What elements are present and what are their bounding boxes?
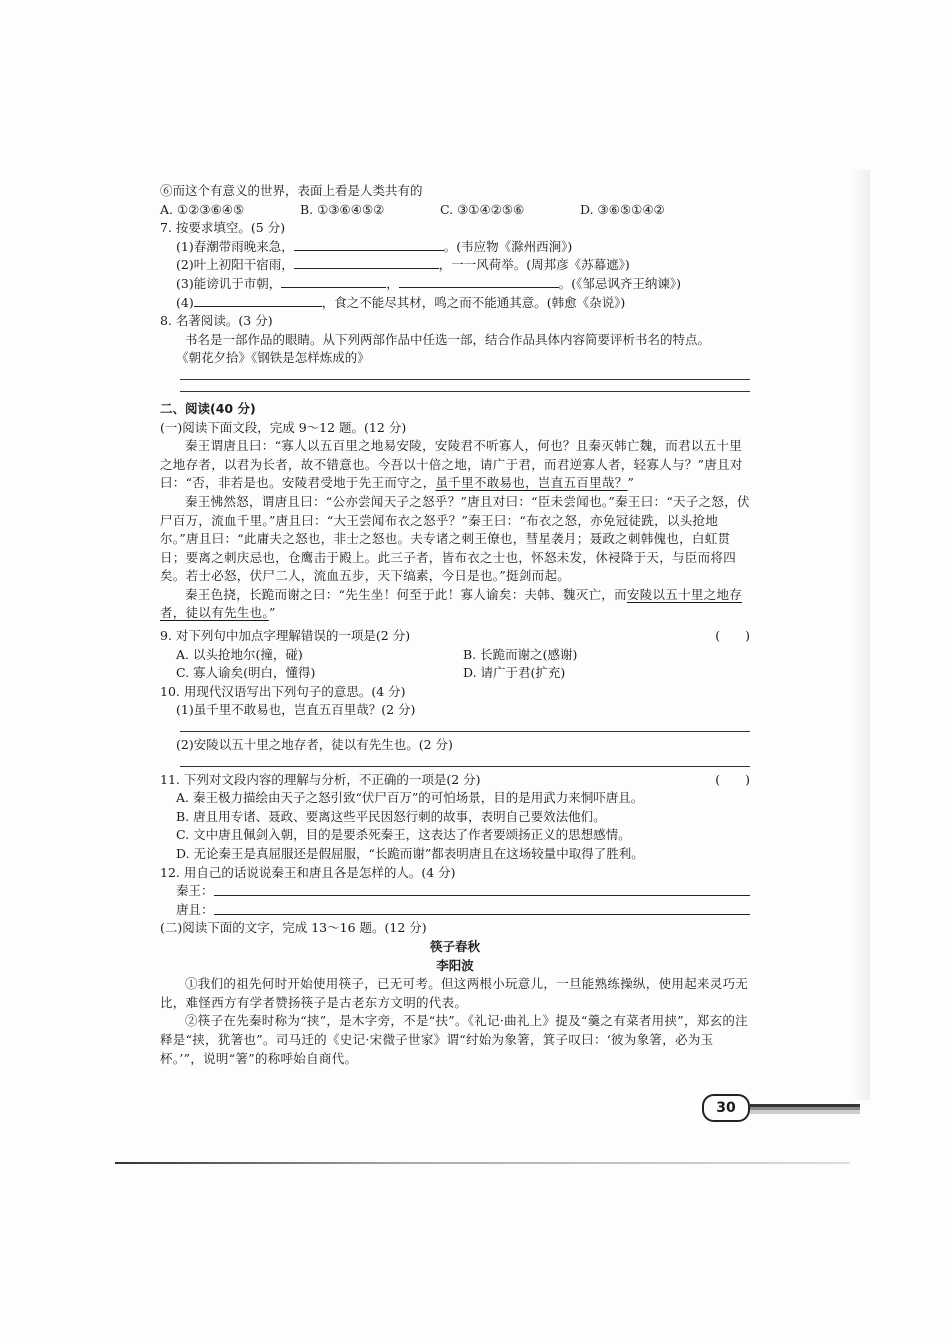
passage-paragraph-1	[160, 437, 750, 493]
q10-sentence-2: (2)安陵以五十里之地存者，徒以有先生也。(2 分)	[176, 737, 453, 753]
page-bottom-edge	[115, 1162, 850, 1164]
q10-answer-line-1[interactable]	[180, 720, 750, 732]
q7-1-prompt: (1)春潮带雨晚来急，	[176, 238, 294, 254]
q8-answer-line-2[interactable]	[180, 380, 750, 392]
q7-2-blank[interactable]	[294, 256, 439, 269]
q9-title-text: 9. 对下列句中加点字理解错误的一项是(2 分)	[160, 628, 411, 644]
q6-option-d: D. ③⑥⑤①④②	[580, 201, 665, 217]
passage-paragraph-2: 秦王怫然怒，谓唐且曰：“公亦尝闻天子之怒乎？”唐且对曰：“臣未尝闻也。”秦王曰：“天子之怒，伏尸百万，流血千里。”唐且曰：“大王尝闻布衣之怒乎？”秦王曰：“布衣之怒，亦免冠徒跣，以头抢地尔。”唐且曰：“此庸夫之怒也，非士之怒也。夫专诸之刺王僚也，彗星袭月；聂政之刺韩傀也，白虹贯日；要离之刺庆忌也，仓鹰击于殿上。此三子者，皆布衣之士也，怀怒未发，休祲降于天，与臣而将四矣。若士必怒，伏尸二人，流血五步，天下缟素，今日是也。”挺剑而起。	[160, 493, 750, 584]
q12-qin-label: 秦王：	[176, 883, 214, 899]
q7-3-prompt: (3)能谤讥于市朝，	[176, 275, 282, 291]
q7-4-prompt: (4)	[176, 294, 194, 310]
q12-tang-label: 唐且：	[176, 901, 214, 917]
part-1-instruction: (一)阅读下面文段，完成 9～12 题。(12 分)	[160, 419, 407, 435]
q11-option-c: C. 文中唐且佩剑入朝，目的是要杀死秦王，这表达了作者要颂扬正义的思想感情。	[176, 827, 631, 843]
page-number-bar	[750, 1104, 860, 1114]
q6-option-a: A. ①②③⑥④⑤	[160, 201, 245, 217]
worksheet-content	[160, 182, 750, 1068]
q9-option-d: D. 请广于君(扩充)	[463, 665, 566, 681]
section-2-title: 二、阅读(40 分)	[160, 400, 256, 416]
q7-3-comma: ，	[386, 275, 399, 291]
q9-answer-paren[interactable]: ( )	[715, 628, 750, 644]
q7-3-source: 。(《邹忌讽齐王纳谏》)	[558, 275, 681, 291]
q7-4-source: ，食之不能尽其材，鸣之而不能通其意。(韩愈《杂说》)	[321, 294, 626, 310]
passage-p1-underlined: 虽千里不敢易也，岂直五百里哉？	[435, 475, 628, 491]
q6-option-b: B. ①③⑥④⑤②	[300, 201, 385, 217]
q11-option-b: B. 唐且用专诸、聂政、要离这些平民因怒行刺的故事，表明自己要效法他们。	[176, 808, 606, 824]
sentence-6: ⑥而这个有意义的世界，表面上看是人类共有的	[160, 183, 423, 198]
q8-books: 《朝花夕拾》《钢铁是怎样炼成的》	[176, 350, 370, 366]
q10-title: 10. 用现代汉语写出下列句子的意思。(4 分)	[160, 683, 406, 699]
passage-p1-end: ”	[627, 475, 635, 491]
q7-1-source: 。(韦应物《滁州西涧》)	[443, 238, 573, 254]
passage-p3-underlined: 安陵以五十里之地存者，徒以有先生也。	[160, 586, 743, 621]
q8-answer-line-1[interactable]	[180, 368, 750, 380]
q12-qin-blank[interactable]	[214, 882, 750, 896]
q7-4-blank[interactable]	[194, 294, 322, 307]
article-paragraph-2: ②筷子在先秦时称为“挟”，是木字旁，不是“扶”。《礼记·曲礼上》提及“羹之有菜者用挟”，郑玄的注释是“挟，犹箸也”。司马迁的《史记·宋微子世家》谓“纣始为象箸，箕子叹曰：‘彼为象箸，必为玉杯。’”，说明“箸”的称呼始自商代。	[160, 1013, 748, 1066]
q7-2-prompt: (2)叶上初阳干宿雨，	[176, 257, 294, 273]
part-2-instruction: (二)阅读下面的文字，完成 13～16 题。(12 分)	[160, 920, 427, 936]
page-number: 30	[702, 1094, 750, 1122]
article-author: 李阳波	[436, 957, 474, 973]
q8-title: 8. 名著阅读。(3 分)	[160, 313, 273, 329]
q7-2-source: ，一一风荷举。(周邦彦《苏幕遮》)	[438, 257, 630, 273]
article-title: 筷子春秋	[429, 938, 480, 954]
q6-options	[160, 201, 750, 220]
q7-title: 7. 按要求填空。(5 分)	[160, 220, 286, 236]
passage-p3-text: 秦王色挠，长跪而谢之曰：“先生坐！何至于此！寡人谕矣：夫韩、魏灭亡，而	[185, 586, 627, 602]
q12-tang-blank[interactable]	[214, 901, 750, 915]
q7-line-2	[160, 256, 750, 275]
q7-3-blank-2[interactable]	[399, 275, 559, 288]
q7-line-3	[160, 275, 750, 294]
q7-line-4	[160, 294, 750, 313]
passage-p3-end: ”	[268, 605, 276, 621]
scan-shadow	[850, 170, 870, 1100]
q9-option-c: C. 寡人谕矣(明白，懂得)	[176, 665, 316, 681]
q9-options-row-1	[160, 646, 750, 665]
q11-option-d: D. 无论秦王是真屈服还是假屈服，“长跪而谢”都表明唐且在这场较量中取得了胜利。	[176, 846, 644, 861]
q9-title	[160, 627, 750, 646]
passage-paragraph-3	[160, 586, 750, 623]
q12-tang-line	[160, 901, 750, 920]
q7-line-1	[160, 238, 750, 257]
q9-options-row-2	[160, 664, 750, 683]
q12-qin-line	[160, 882, 750, 901]
q12-title: 12. 用自己的话说说秦王和唐且各是怎样的人。(4 分)	[160, 864, 456, 880]
q7-1-blank[interactable]	[294, 238, 444, 251]
q11-title	[160, 771, 750, 790]
q10-answer-line-2[interactable]	[180, 755, 750, 767]
q11-answer-paren[interactable]: ( )	[715, 771, 750, 787]
q11-title-text: 11. 下列对文段内容的理解与分析，不正确的一项是(2 分)	[160, 771, 481, 787]
q8-body: 书名是一部作品的眼睛。从下列两部作品中任选一部，结合作品具体内容简要评析书名的特点。	[185, 331, 711, 347]
q9-option-a: A. 以头抢地尔(撞，碰)	[176, 646, 303, 662]
q9-option-b: B. 长跪而谢之(感谢)	[463, 646, 578, 662]
q7-3-blank-1[interactable]	[281, 275, 386, 288]
passage-p1-text: 秦王谓唐且曰：“寡人以五百里之地易安陵，安陵君不听寡人，何也？且秦灭韩亡魏，而君以五十里之地存者，以君为长者，故不错意也。今吾以十倍之地，请广于君，而君逆寡人者，轻寡人与？”唐且对曰：“否，非若是也。安陵君受地于先王而守之，	[160, 438, 743, 491]
q10-sentence-1: (1)虽千里不敢易也，岂直五百里哉？(2 分)	[176, 702, 416, 718]
q11-option-a: A. 秦王极力描绘由天子之怒引致“伏尸百万”的可怕场景，目的是用武力来恫吓唐且。	[176, 790, 644, 806]
article-paragraph-1: ①我们的祖先何时开始使用筷子，已无可考。但这两根小玩意儿，一旦能熟练操纵，使用起来灵巧无比，难怪西方有学者赞扬筷子是古老东方文明的代表。	[160, 976, 749, 1010]
q6-option-c: C. ③①④②⑤⑥	[440, 201, 525, 217]
